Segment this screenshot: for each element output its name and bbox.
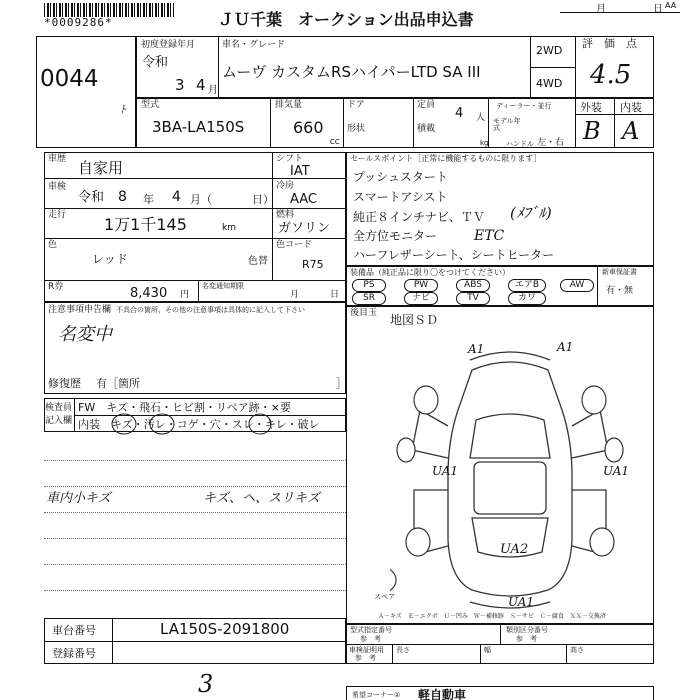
type-designation-label: 型式指定番号 (350, 626, 392, 634)
inspection-month: 4 (172, 189, 181, 205)
equipment-navi: ナビ (404, 292, 438, 305)
capacity-unit: 人 (476, 113, 486, 123)
damage-mark: UA2 (500, 542, 529, 557)
mileage-unit: km (222, 223, 236, 233)
height-label: 高さ (570, 646, 584, 654)
model-grade-label: 車名・グレード (222, 40, 286, 50)
date-day: 日 (653, 4, 663, 15)
selling-point-item: 純正８インチナビ、ＴＶ (353, 210, 485, 224)
color-code: R75 (302, 258, 324, 271)
corner-value: 軽自動車 (418, 688, 467, 700)
selling-point-item: ハーフレザーシート、シートヒーター (353, 248, 555, 262)
repaint-label: 色替 (248, 256, 268, 267)
recycle-unit: 円 (180, 290, 190, 300)
handle-label: ハンドル (506, 140, 534, 148)
displacement: 660 (293, 118, 324, 137)
rear-seat-value: 地図ＳＤ (390, 313, 439, 327)
type-designation-ref: 参 考 (360, 635, 381, 643)
width-label: 幅 (484, 646, 491, 654)
ac: AAC (290, 192, 317, 207)
selling-note-nav: (ﾒﾌﾞﾙ) (510, 204, 552, 222)
new-car-warranty-label: 新車保証書 (602, 268, 637, 276)
form-title: ＪＵ千葉 オークション出品申込書 (218, 10, 474, 29)
model-year-label: モデル年式 (493, 117, 521, 132)
notes-handwritten: 名変中 (58, 324, 112, 345)
equipment-abs: ABS (456, 279, 490, 292)
damage-mark: A1 (557, 340, 574, 354)
equipment-ps: PS (352, 279, 386, 292)
category-ref: 参 考 (516, 635, 537, 643)
mileage: 1万1千145 (104, 215, 187, 234)
inspection-label-2: 記入欄 (45, 416, 73, 426)
spare-label: スペア (374, 593, 395, 601)
notes-box (44, 302, 346, 394)
inspection-circles (100, 410, 280, 442)
model-code: 3BA-LA150S (152, 118, 245, 136)
new-car-warranty: 有・無 (606, 286, 634, 296)
selling-point-item: スマートアシスト (353, 190, 448, 204)
interior-grade: A (622, 117, 640, 145)
date-code: AA (665, 1, 677, 10)
history-label: 車歴 (48, 154, 67, 164)
first-reg-label: 初度登録年月 (141, 40, 196, 50)
name-change-day: 日 (330, 290, 340, 300)
drive-2wd: 2WD (536, 44, 563, 57)
doors-label: ドア (347, 100, 365, 110)
corner-label: 希望コーナー① (352, 691, 401, 699)
selling-points-label: セールスポイント［正常に機能するものに限ります］ (350, 154, 542, 163)
fuel: ガソリン (278, 221, 331, 236)
repair-value: 有［箇所 (96, 377, 140, 390)
shift: IAT (290, 164, 310, 179)
inspection-label-1: 検査員 (45, 403, 73, 413)
notes-sub-label: 不具合の箇所、その他の注意事項は具体的に記入して下さい (116, 306, 305, 314)
exterior-grade: B (583, 117, 601, 145)
inspection-fw-row: FW キズ・飛石・ヒビ割・リペア跡・×要 (78, 401, 291, 414)
selling-point-item: 全方位モニター (353, 229, 438, 243)
reg-year: 3 (175, 76, 185, 94)
repair-label: 修復歴 (48, 377, 81, 390)
equipment-leather: カワ (508, 292, 546, 305)
reg-month-unit: 月 (208, 85, 218, 96)
damage-mark: UA1 (432, 464, 459, 478)
mileage-label: 走行 (48, 210, 67, 220)
shape-label: 形状 (347, 124, 366, 134)
inspection-label: 車検 (48, 182, 67, 192)
inspection-comment-left: 車内小キズ (46, 491, 111, 506)
dealer-label: ディーラー・並行 (496, 102, 552, 110)
color-label: 色 (48, 240, 58, 250)
car-diagram (390, 340, 630, 610)
equipment-pw: PW (404, 279, 438, 292)
shift-label: シフト (276, 154, 304, 164)
damage-mark: UA1 (603, 464, 630, 478)
inspection-day-unit: 日） (252, 193, 274, 206)
recycle-fee: 8,430 (130, 286, 168, 301)
model-code-label: 型式 (141, 100, 160, 110)
chassis-label: 車台番号 (52, 624, 96, 637)
equipment-sr: SR (352, 292, 386, 305)
selling-note-etc: ETC (474, 228, 505, 244)
inspection-interior-row: 内装 キズ・汚レ・コゲ・穴・スレ・キレ・破レ (78, 418, 320, 431)
damage-legend: Ａ－キズ Ｅ－エクボ Ｕ－凹み Ｗ－補修跡 Ｓ－サビ Ｃ－腐食 ＸＸ－交換済 (378, 613, 606, 620)
lot-number: 0044 (40, 66, 99, 92)
serial-number: *0009286* (44, 16, 113, 29)
inspection-month-unit: 月（ (190, 193, 212, 206)
chassis-number: LA150S-2091800 (160, 620, 290, 638)
serial-barcode (44, 3, 174, 17)
drive-4wd: 4WD (536, 77, 563, 90)
repair-close: ］ (336, 377, 347, 390)
color: レッド (92, 252, 128, 266)
inspection-era: 令和 (78, 190, 105, 205)
equipment-label: 装備品（純正品に限り〇をつけてください） (350, 268, 510, 277)
equipment-aw: AW (560, 279, 594, 292)
lot-mark: ﾄ (120, 103, 126, 116)
exterior-label: 外装 (580, 101, 602, 114)
capacity-label: 定員 (417, 100, 436, 110)
cert-ref: 参 考 (355, 654, 376, 662)
name-change-month: 月 (290, 290, 300, 300)
cert-label: 車検証明用 (349, 646, 384, 654)
notes-label: 注意事項申告欄 (48, 305, 112, 315)
reg-era: 令和 (142, 55, 169, 70)
plate-label: 登録番号 (52, 647, 96, 660)
reg-month: 4 (196, 76, 206, 94)
damage-mark: A1 (468, 342, 485, 356)
inspection-comment-right: キズ、ヘ、スリキズ (203, 491, 320, 506)
displacement-label: 排気量 (275, 100, 303, 110)
handwritten-number: 3 (198, 670, 214, 698)
category-label: 類別区分番号 (506, 626, 548, 634)
color-code-label: 色コード (276, 240, 313, 250)
model-grade: ムーヴ カスタムRSハイパーLTD SA III (222, 63, 481, 81)
load-unit: kg (480, 139, 489, 147)
name-change-label: 名変通知期限 (202, 282, 244, 290)
history: 自家用 (78, 159, 124, 177)
load-label: 積載 (417, 124, 436, 134)
selling-point-item: プッシュスタート (353, 170, 448, 184)
score: 4.5 (590, 60, 632, 90)
recycle-label: R券 (48, 282, 64, 292)
equipment-airbag: エアB (508, 279, 546, 292)
equipment-tv: TV (456, 292, 490, 305)
displacement-unit: CC (330, 138, 340, 146)
capacity: 4 (455, 106, 464, 121)
damage-mark: UA1 (508, 595, 535, 609)
ac-label: 冷房 (276, 181, 295, 191)
fuel-label: 燃料 (276, 210, 295, 220)
inspection-year: 8 (118, 189, 127, 205)
handle-value: 左・右 (537, 138, 565, 148)
inspection-year-unit: 年 (143, 193, 154, 206)
lot-number-box (36, 36, 136, 148)
score-label: 評 価 点 (582, 37, 637, 50)
date-month: 月 (596, 4, 606, 15)
rear-seat-label: 後目玉 (350, 308, 378, 318)
interior-label: 内装 (620, 101, 642, 114)
length-label: 長さ (396, 646, 410, 654)
